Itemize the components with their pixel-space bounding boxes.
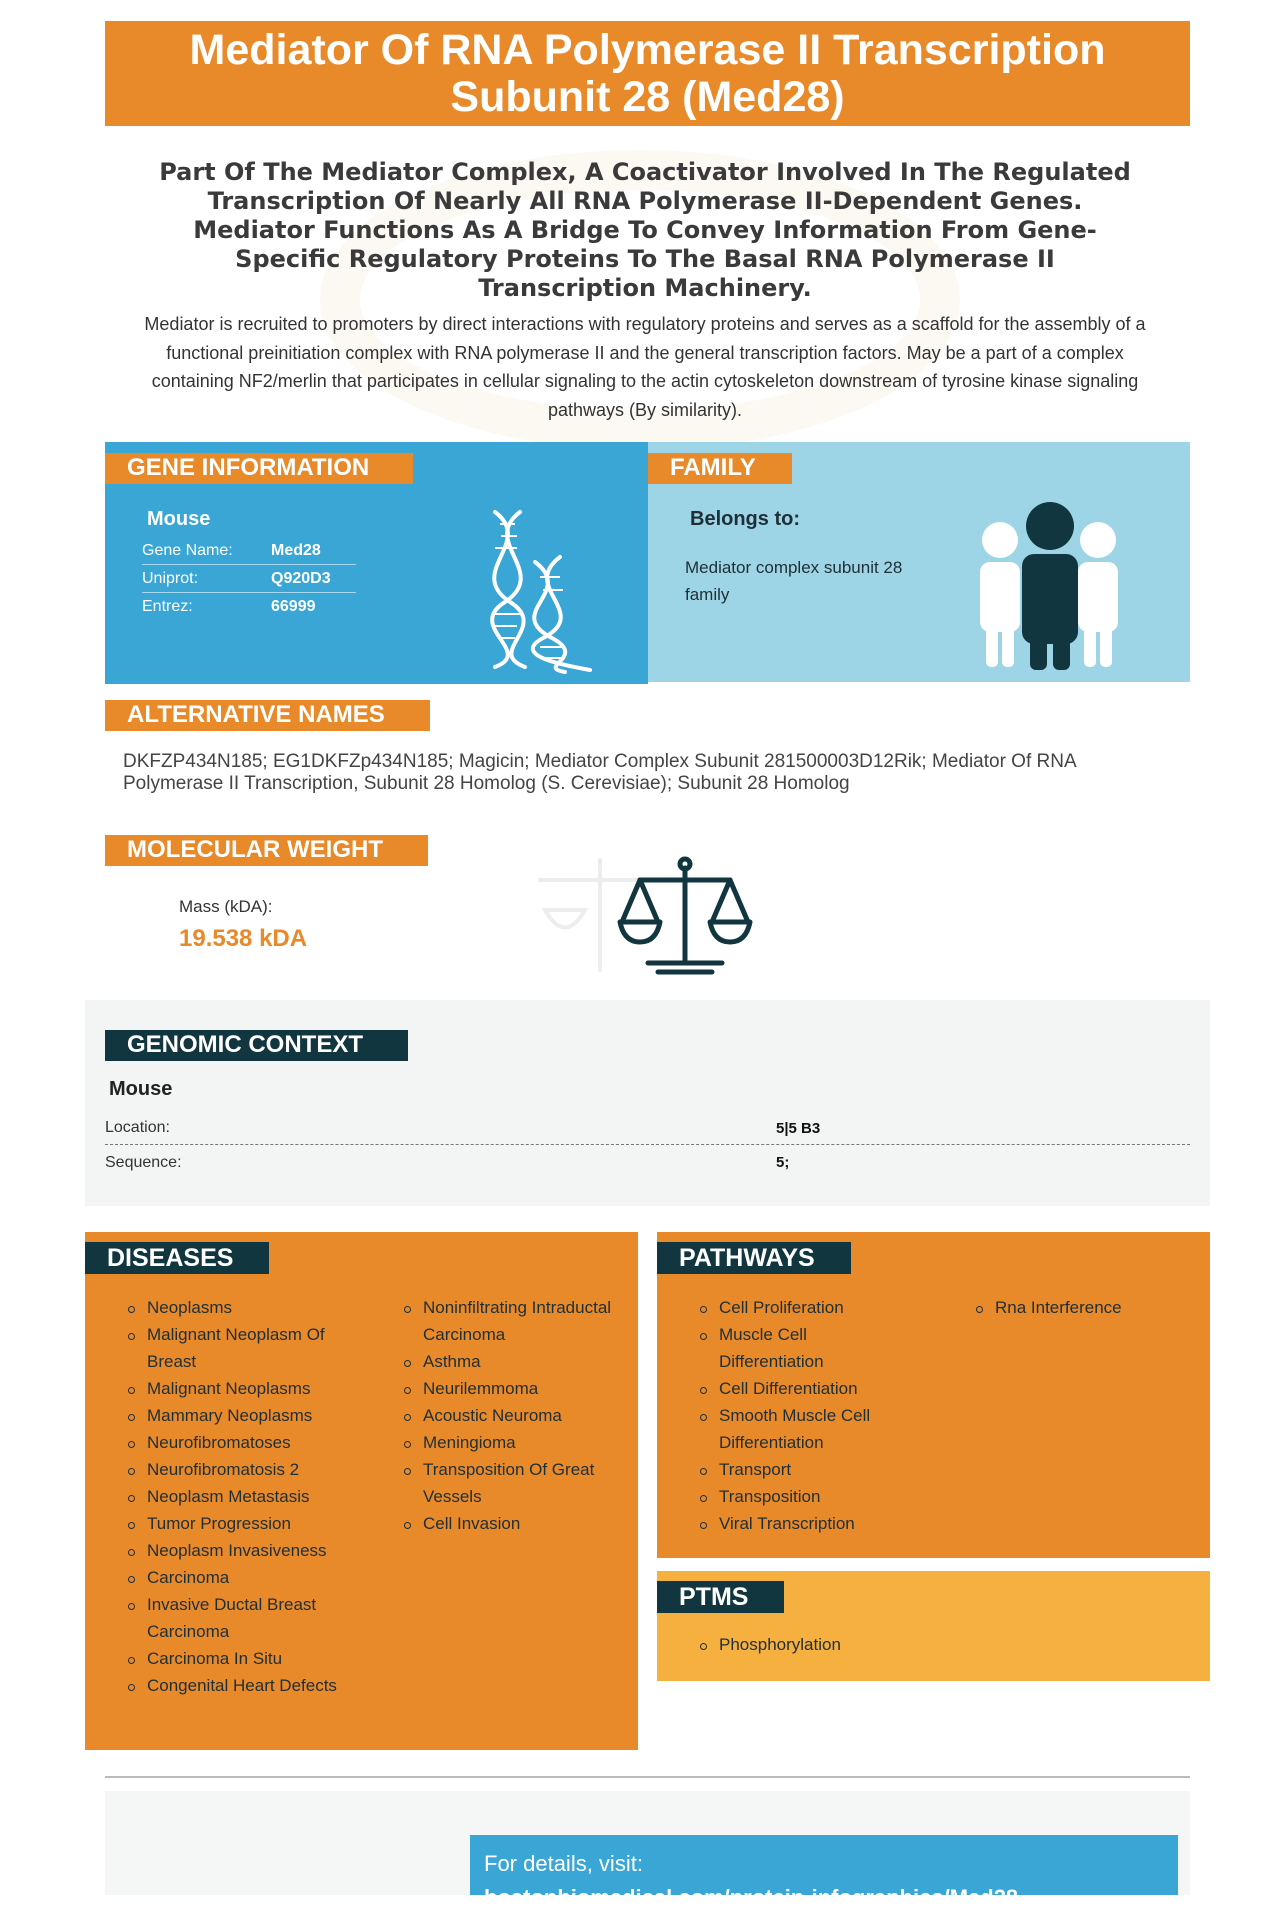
pathway-item: Transposition: [694, 1483, 894, 1510]
ptms-panel: [657, 1571, 1210, 1681]
family-heading: FAMILY: [648, 453, 792, 484]
mass-label: Mass (kDA):: [179, 897, 273, 916]
belongs-to-label: Belongs to:: [690, 508, 800, 530]
disease-item: Noninfiltrating Intraductal Carcinoma: [398, 1294, 630, 1348]
people-group-icon: [970, 502, 1130, 672]
disease-item: Acoustic Neuroma: [398, 1402, 630, 1429]
disease-item: Tumor Progression: [122, 1510, 342, 1537]
disease-item: Cell Invasion: [398, 1510, 630, 1537]
diseases-heading: DISEASES: [85, 1242, 269, 1274]
disease-item: Meningioma: [398, 1429, 630, 1456]
genomic-context-heading: GENOMIC CONTEXT: [105, 1030, 408, 1061]
disease-item: Neoplasm Metastasis: [122, 1483, 342, 1510]
gene-info-row: [142, 565, 356, 593]
pathways-panel: [657, 1232, 1210, 1558]
protein-description: Mediator is recruited to promoters by direct interactions with regulatory proteins and serves as a scaffold for the assembly of a functional preinitiation complex with RNA polymerase II and the general transcription factors. May be a part of a complex containing NF2/merlin that participates in cellular signaling to the actin cytoskeleton downstream of tyrosine kinase signaling pathways (By similarity).: [144, 314, 1146, 420]
alternative-names-text: DKFZP434N185; EG1DKFZp434N185; Magicin; Mediator Complex Subunit 281500003D12Rik; Mediator Of RNA Polymerase II Transcription, Subunit 28 Homolog (S. Cerevisiae); Subunit 28 Homolog: [123, 751, 1076, 794]
family-panel: [648, 442, 1190, 682]
section-divider: [105, 1776, 1190, 1778]
pathway-item: Cell Proliferation: [694, 1294, 894, 1321]
location-label: Location:: [105, 1119, 170, 1136]
gene-info-key: Entrez:: [142, 598, 193, 615]
disease-item: Malignant Neoplasm Of Breast: [122, 1321, 342, 1375]
disease-item: Neoplasms: [122, 1294, 342, 1321]
gene-info-key: Uniprot:: [142, 569, 199, 587]
disease-item: Asthma: [398, 1348, 630, 1375]
details-label: For details, visit:: [484, 1851, 643, 1876]
location-row: [105, 1112, 1190, 1145]
gene-info-row: [142, 537, 356, 565]
disease-item: Carcinoma: [122, 1564, 342, 1591]
details-link[interactable]: bostonbiomedical.com/protein-infographics/Med28: [484, 1885, 1019, 1910]
sequence-value: 5;: [776, 1154, 790, 1171]
pathways-list-col2: [970, 1294, 1170, 1321]
ptms-list: [694, 1631, 994, 1658]
pathway-item: Smooth Muscle Cell Differentiation: [694, 1402, 894, 1456]
disease-item: Neurilemmoma: [398, 1375, 630, 1402]
disease-item: Congenital Heart Defects: [122, 1672, 342, 1699]
balance-scale-icon: [540, 850, 760, 980]
pathway-item: Muscle Cell Differentiation: [694, 1321, 894, 1375]
pathways-list-col1: [694, 1294, 894, 1537]
pathways-heading: PATHWAYS: [657, 1242, 851, 1274]
genomic-context-panel: [85, 1000, 1210, 1206]
molecular-weight-heading: MOLECULAR WEIGHT: [105, 835, 428, 866]
sequence-label: Sequence:: [105, 1153, 182, 1171]
gene-species: Mouse: [147, 508, 211, 530]
diseases-panel: [85, 1232, 638, 1750]
disease-item: Neurofibromatosis 2: [122, 1456, 342, 1483]
gene-information-panel: [105, 442, 648, 684]
disease-item: Mammary Neoplasms: [122, 1402, 342, 1429]
alternative-names-heading: ALTERNATIVE NAMES: [105, 700, 430, 731]
gene-info-value: Med28: [271, 541, 321, 559]
ptms-heading: PTMS: [657, 1581, 784, 1613]
gene-info-value: 66999: [271, 598, 316, 615]
disease-item: Carcinoma In Situ: [122, 1645, 342, 1672]
gene-info-table: [142, 537, 356, 621]
gene-info-row: [142, 593, 356, 621]
location-value: 5|5 B3: [776, 1119, 821, 1137]
disease-item: Invasive Ductal Breast Carcinoma: [122, 1591, 342, 1645]
disease-item: Transposition Of Great Vessels: [398, 1456, 630, 1510]
protein-summary: Part Of The Mediator Complex, A Coactivator Involved In The Regulated Transcription Of Nearly All RNA Polymerase II-Dependent Genes. Mediator Functions As A Bridge To Convey Information From Gene-Specific Regulatory Proteins To The Basal RNA Polymerase II Transcription Machinery.: [159, 158, 1131, 302]
diseases-list-col1: [122, 1294, 342, 1699]
gene-information-heading: GENE INFORMATION: [105, 453, 413, 484]
family-text: Mediator complex subunit 28 family: [685, 558, 903, 604]
ptm-item: Phosphorylation: [694, 1631, 994, 1658]
page-title: Mediator Of RNA Polymerase II Transcription Subunit 28 (Med28): [105, 21, 1190, 126]
gene-info-key: Gene Name:: [142, 541, 233, 559]
pathway-item: Transport: [694, 1456, 894, 1483]
mass-value: 19.538 kDA: [179, 925, 308, 952]
genomic-species: Mouse: [109, 1078, 173, 1100]
pathway-item: Viral Transcription: [694, 1510, 894, 1537]
details-box: [470, 1835, 1178, 1910]
sequence-row: [105, 1146, 1190, 1179]
disease-item: Neurofibromatoses: [122, 1429, 342, 1456]
dna-helix-icon: [465, 502, 615, 672]
pathway-item: Rna Interference: [970, 1294, 1170, 1321]
diseases-list-col2: [398, 1294, 630, 1537]
disease-item: Neoplasm Invasiveness: [122, 1537, 342, 1564]
gene-info-value: Q920D3: [271, 569, 331, 587]
pathway-item: Cell Differentiation: [694, 1375, 894, 1402]
disease-item: Malignant Neoplasms: [122, 1375, 342, 1402]
